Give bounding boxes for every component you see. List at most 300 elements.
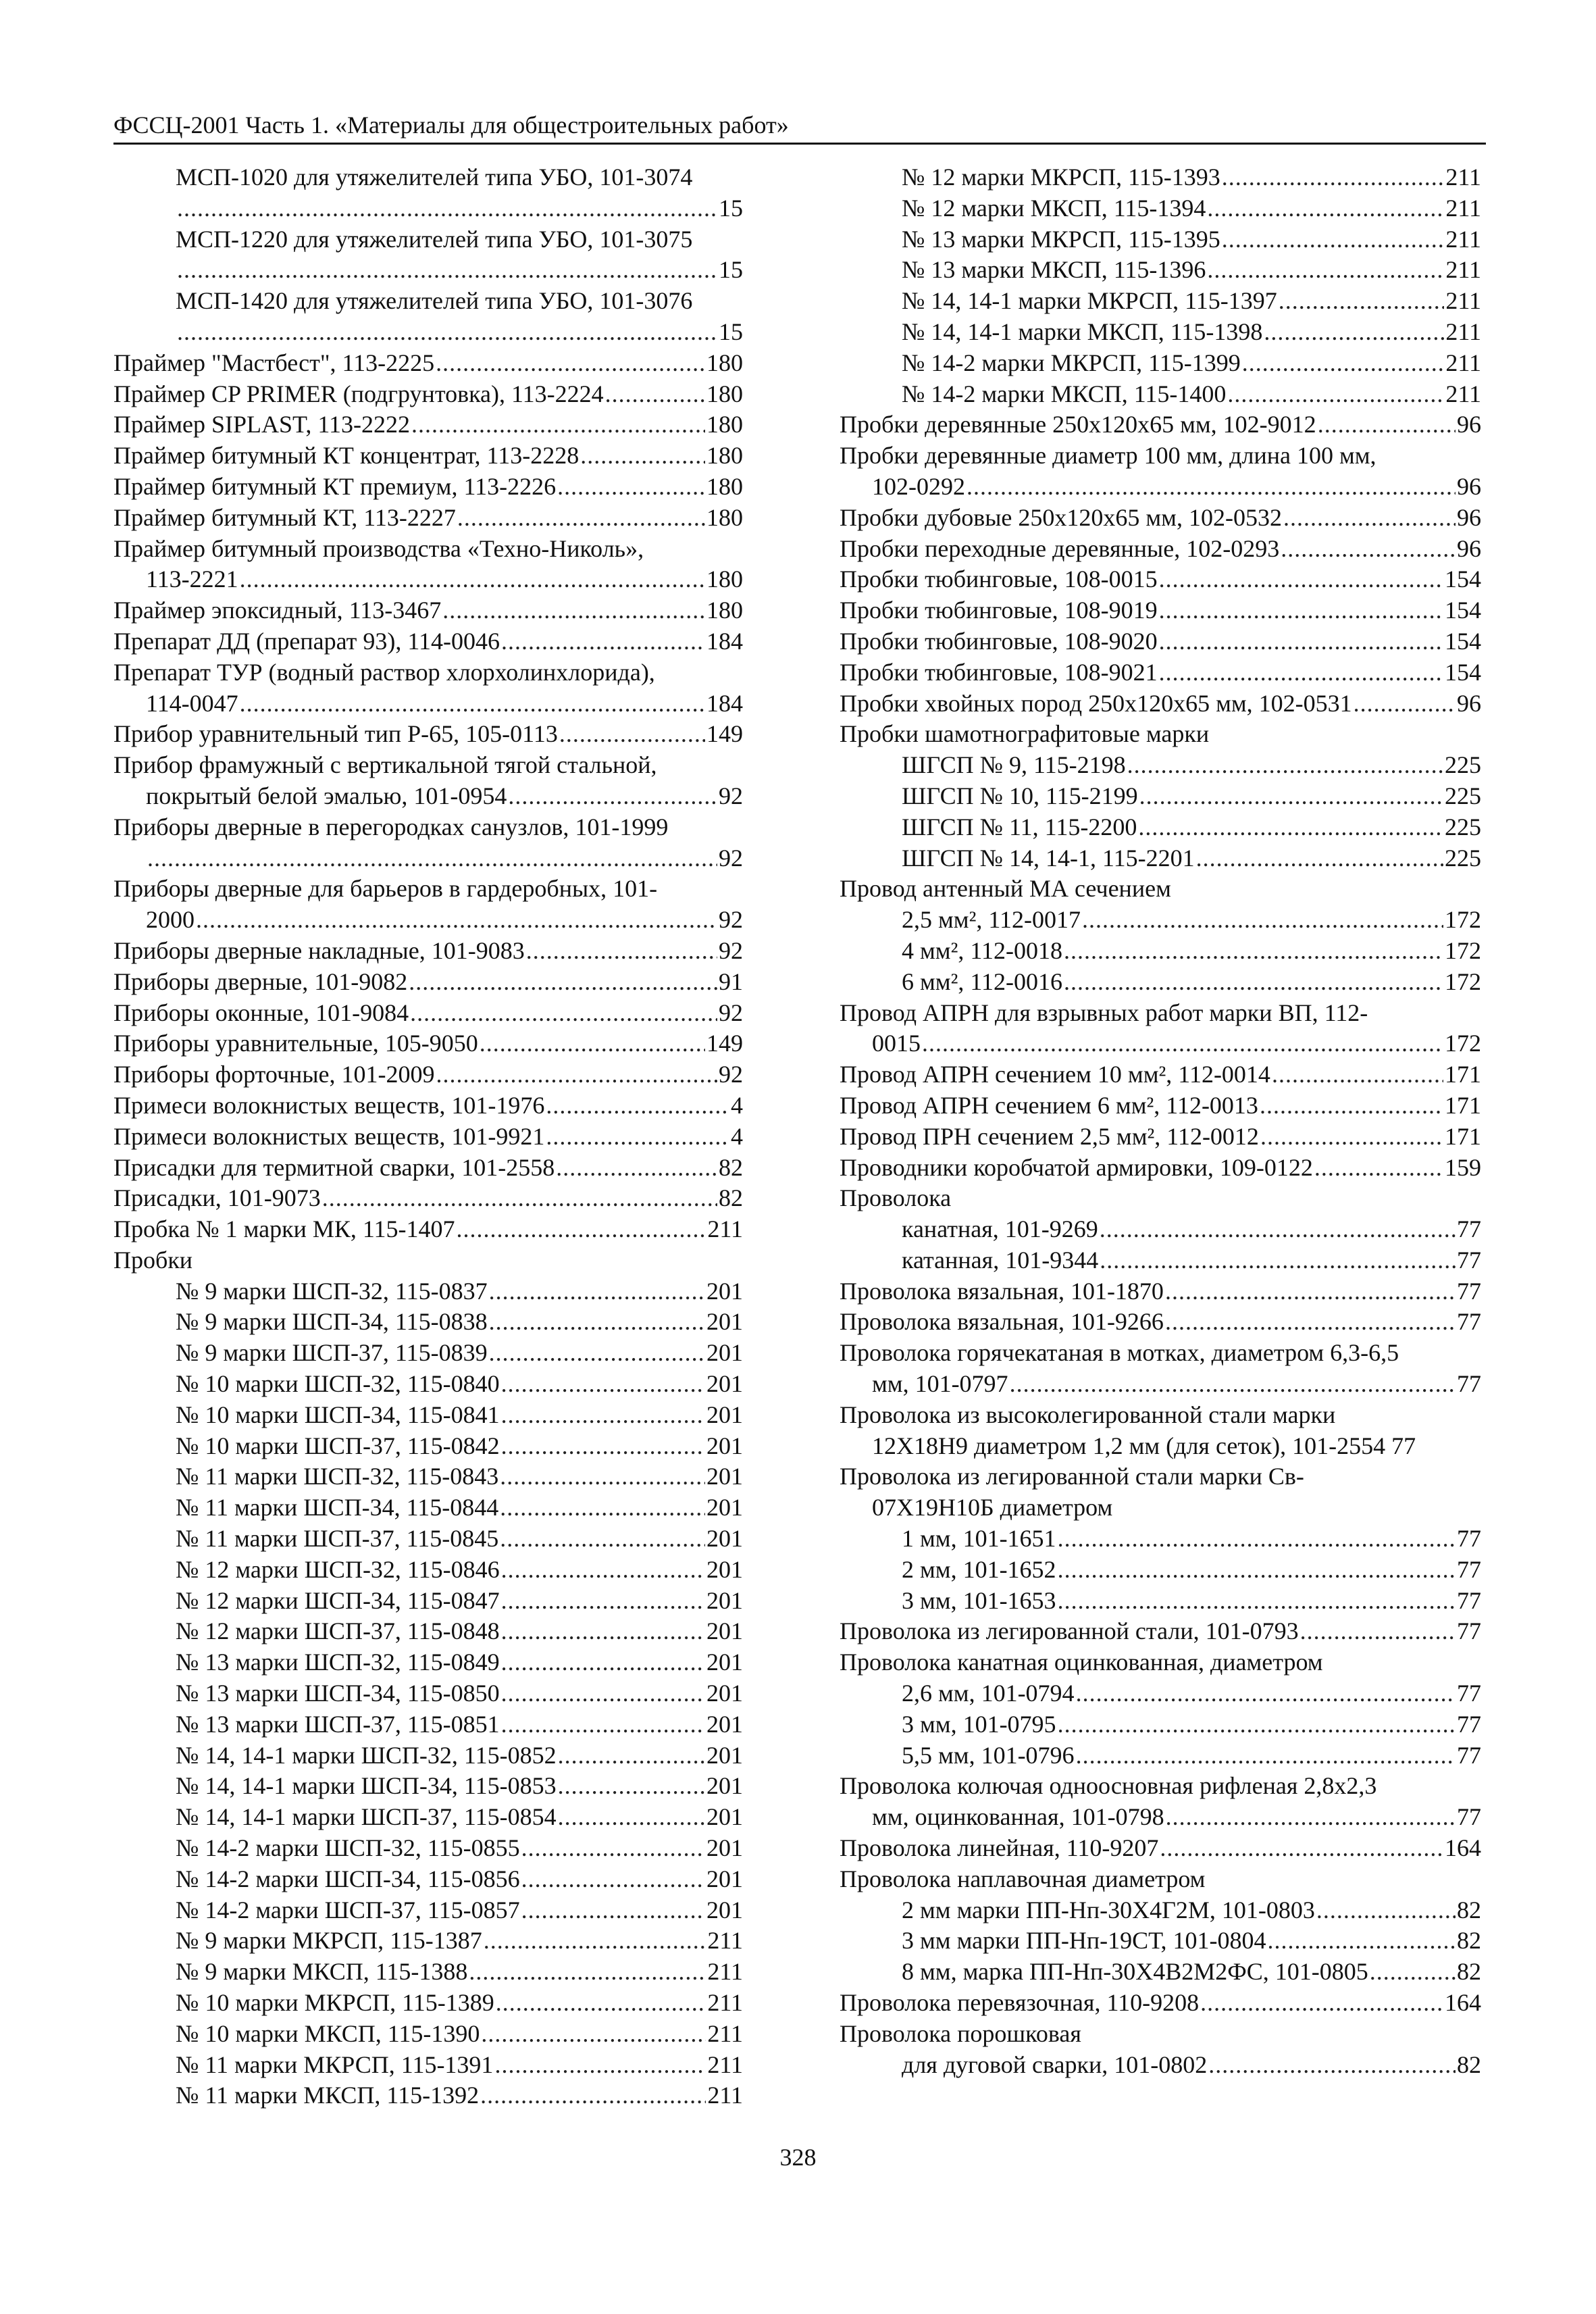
entry-text: 2,6 мм, 101-0794 bbox=[902, 1678, 1076, 1709]
entry-text: МСП-1420 для утяжелителей типа УБО, 101-3076 bbox=[176, 286, 694, 317]
entry-text: 2 мм, 101-1652 bbox=[902, 1555, 1058, 1586]
dot-leader bbox=[1159, 626, 1443, 657]
index-entry bbox=[840, 534, 1481, 565]
entry-text: Приборы дверные, 101-9082 bbox=[113, 967, 409, 998]
entry-text: № 11 марки МКРСП, 115-1391 bbox=[176, 2050, 494, 2081]
entry-text: Приборы уравнительные, 105-9050 bbox=[113, 1028, 480, 1059]
dot-leader bbox=[1208, 2050, 1456, 2081]
entry-text: Проволока порошковая bbox=[840, 2019, 1083, 2050]
index-entry bbox=[840, 1926, 1481, 1957]
dot-leader bbox=[1242, 348, 1445, 379]
index-entry bbox=[113, 657, 743, 688]
dot-leader bbox=[240, 564, 705, 595]
dot-leader bbox=[1076, 1740, 1456, 1771]
index-entry bbox=[840, 286, 1481, 317]
entry-text: Пробки тюбинговые, 108-0015 bbox=[840, 564, 1159, 595]
entry-text: Прибор фрамужный с вертикальной тягой стальной, bbox=[113, 750, 659, 781]
index-entry bbox=[113, 1245, 743, 1276]
index-entry bbox=[113, 1122, 743, 1153]
dot-leader bbox=[556, 1153, 717, 1184]
index-entry bbox=[840, 1214, 1481, 1245]
entry-text: № 10 марки ШСП-34, 115-0841 bbox=[176, 1400, 501, 1431]
index-entry bbox=[840, 1369, 1481, 1400]
index-entry bbox=[113, 1678, 743, 1709]
entry-text: Проволока линейная, 110-9207 bbox=[840, 1833, 1160, 1864]
index-entry bbox=[113, 1338, 743, 1369]
entry-text: 12Х18Н9 диаметром 1,2 мм (для сеток), 101-2554 77 bbox=[872, 1431, 1417, 1462]
dot-leader bbox=[501, 1431, 705, 1462]
dot-leader bbox=[1279, 286, 1445, 317]
entry-text: 0015 bbox=[872, 1028, 922, 1059]
dot-leader bbox=[501, 1369, 705, 1400]
entry-text: Приборы дверные накладные, 101-9083 bbox=[113, 936, 526, 967]
index-entry bbox=[113, 564, 743, 595]
entry-page-ref: 201 bbox=[705, 1709, 743, 1740]
entry-page-ref: 225 bbox=[1443, 750, 1481, 781]
dot-leader bbox=[1058, 1586, 1456, 1617]
index-entry bbox=[840, 1059, 1481, 1090]
index-entry bbox=[840, 1740, 1481, 1771]
entry-text: 113-2221 bbox=[146, 564, 240, 595]
dot-leader bbox=[489, 1307, 705, 1338]
entry-page-ref: 96 bbox=[1456, 472, 1481, 503]
dot-leader bbox=[1058, 1709, 1456, 1740]
dot-leader bbox=[1159, 564, 1443, 595]
entry-page-ref: 201 bbox=[705, 1895, 743, 1926]
index-entry bbox=[113, 224, 743, 255]
entry-page-ref: 201 bbox=[705, 1431, 743, 1462]
index-entry bbox=[840, 719, 1481, 750]
entry-text: Примеси волокнистых веществ, 101-9921 bbox=[113, 1122, 546, 1153]
entry-page-ref: 82 bbox=[717, 1153, 743, 1184]
dot-leader bbox=[1314, 1153, 1443, 1184]
entry-text: № 11 марки ШСП-37, 115-0845 bbox=[176, 1524, 500, 1555]
entry-page-ref: 225 bbox=[1443, 843, 1481, 874]
entry-text: № 13 марки ШСП-37, 115-0851 bbox=[176, 1709, 501, 1740]
entry-text: № 14, 14-1 марки ШСП-37, 115-0854 bbox=[176, 1802, 558, 1833]
entry-page-ref: 211 bbox=[1444, 193, 1481, 224]
entry-page-ref: 225 bbox=[1443, 781, 1481, 812]
entry-page-ref: 77 bbox=[1456, 1276, 1481, 1307]
entry-page-ref: 4 bbox=[729, 1090, 743, 1122]
index-entry bbox=[113, 1647, 743, 1678]
entry-page-ref: 201 bbox=[705, 1833, 743, 1864]
index-entry bbox=[840, 193, 1481, 224]
entry-page-ref: 172 bbox=[1443, 905, 1481, 936]
entry-text: Проволока колючая одноосновная рифленая 2,8х2,3 bbox=[840, 1771, 1378, 1802]
index-entry bbox=[840, 503, 1481, 534]
entry-text: № 14-2 марки ШСП-34, 115-0856 bbox=[176, 1864, 521, 1895]
entry-page-ref: 201 bbox=[705, 1276, 743, 1307]
index-entry bbox=[113, 2050, 743, 2081]
index-entry bbox=[113, 719, 743, 750]
entry-page-ref: 211 bbox=[706, 2080, 743, 2111]
dot-leader bbox=[177, 255, 717, 286]
dot-leader bbox=[1272, 1059, 1443, 1090]
entry-text: № 11 марки ШСП-34, 115-0844 bbox=[176, 1492, 500, 1524]
entry-text: № 11 марки ШСП-32, 115-0843 bbox=[176, 1461, 500, 1492]
index-entry bbox=[840, 1555, 1481, 1586]
entry-page-ref: 180 bbox=[705, 503, 743, 534]
entry-text: Проволока вязальная, 101-9266 bbox=[840, 1307, 1165, 1338]
dot-leader bbox=[410, 998, 717, 1029]
index-entry bbox=[840, 1709, 1481, 1740]
entry-page-ref: 211 bbox=[706, 1988, 743, 2019]
entry-page-ref: 77 bbox=[1456, 1740, 1481, 1771]
index-entry bbox=[113, 1090, 743, 1122]
entry-text: Проводники коробчатой армировки, 109-0122 bbox=[840, 1153, 1314, 1184]
entry-page-ref: 201 bbox=[705, 1586, 743, 1617]
entry-text: Пробки шамотнографитовые марки bbox=[840, 719, 1210, 750]
index-entry bbox=[840, 1524, 1481, 1555]
dot-leader bbox=[489, 1338, 705, 1369]
entry-page-ref: 77 bbox=[1456, 1586, 1481, 1617]
index-entry bbox=[840, 162, 1481, 193]
entry-page-ref: 211 bbox=[1444, 286, 1481, 317]
entry-text: № 11 марки МКСП, 115-1392 bbox=[176, 2080, 480, 2111]
entry-text: № 14, 14-1 марки ШСП-34, 115-0853 bbox=[176, 1771, 558, 1802]
entry-page-ref: 77 bbox=[1456, 1555, 1481, 1586]
entry-text: Праймер эпоксидный, 113-3467 bbox=[113, 595, 442, 626]
entry-text: № 14-2 марки МКРСП, 115-1399 bbox=[902, 348, 1242, 379]
entry-text: ШГСП № 9, 115-2198 bbox=[902, 750, 1127, 781]
index-entry bbox=[113, 595, 743, 626]
index-entry bbox=[113, 409, 743, 441]
index-entry bbox=[113, 1988, 743, 2019]
dot-leader bbox=[1165, 1307, 1456, 1338]
index-entry bbox=[840, 1771, 1481, 1802]
index-entry bbox=[113, 936, 743, 967]
entry-page-ref: 201 bbox=[705, 1864, 743, 1895]
entry-page-ref: 92 bbox=[717, 781, 743, 812]
entry-text: Провод ПРН сечением 2,5 мм², 112-0012 bbox=[840, 1122, 1260, 1153]
dot-leader bbox=[501, 1678, 705, 1709]
dot-leader bbox=[922, 1028, 1443, 1059]
dot-leader bbox=[521, 1864, 705, 1895]
entry-page-ref: 180 bbox=[705, 472, 743, 503]
entry-text: Примеси волокнистых веществ, 101-1976 bbox=[113, 1090, 546, 1122]
dot-leader bbox=[500, 1524, 705, 1555]
index-entry bbox=[840, 1802, 1481, 1833]
entry-text: 07Х19Н10Б диаметром bbox=[872, 1492, 1114, 1524]
entry-text: № 14, 14-1 марки ШСП-32, 115-0852 bbox=[176, 1740, 558, 1771]
entry-page-ref: 201 bbox=[705, 1555, 743, 1586]
index-entry bbox=[113, 441, 743, 472]
index-entry bbox=[840, 2019, 1481, 2050]
entry-text: 2000 bbox=[146, 905, 196, 936]
index-entry bbox=[840, 595, 1481, 626]
entry-page-ref: 82 bbox=[1456, 2050, 1481, 2081]
dot-leader bbox=[501, 1616, 705, 1647]
index-column-right bbox=[840, 162, 1481, 2080]
dot-leader bbox=[1222, 162, 1445, 193]
index-entry bbox=[840, 781, 1481, 812]
entry-text: № 14, 14-1 марки МКРСП, 115-1397 bbox=[902, 286, 1279, 317]
dot-leader bbox=[546, 1090, 729, 1122]
index-entry bbox=[840, 409, 1481, 441]
dot-leader bbox=[1260, 1090, 1443, 1122]
dot-leader bbox=[436, 348, 705, 379]
entry-page-ref: 77 bbox=[1456, 1524, 1481, 1555]
dot-leader bbox=[605, 379, 705, 410]
index-column-left bbox=[113, 162, 743, 2111]
index-entry bbox=[840, 317, 1481, 348]
index-entry bbox=[113, 843, 743, 874]
entry-page-ref: 172 bbox=[1443, 967, 1481, 998]
entry-page-ref: 201 bbox=[705, 1492, 743, 1524]
entry-page-ref: 201 bbox=[705, 1771, 743, 1802]
dot-leader bbox=[558, 1740, 705, 1771]
index-entry bbox=[113, 255, 743, 286]
index-entry bbox=[113, 1369, 743, 1400]
entry-text: № 14-2 марки ШСП-32, 115-0855 bbox=[176, 1833, 521, 1864]
index-entry bbox=[840, 750, 1481, 781]
index-entry bbox=[113, 162, 743, 193]
entry-page-ref: 171 bbox=[1443, 1122, 1481, 1153]
index-entry bbox=[840, 874, 1481, 905]
entry-text: Праймер "Мастбест", 113-2225 bbox=[113, 348, 436, 379]
index-entry bbox=[113, 379, 743, 410]
dot-leader bbox=[1281, 534, 1456, 565]
index-entry bbox=[113, 781, 743, 812]
index-entry bbox=[840, 1833, 1481, 1864]
entry-text: Пробки хвойных пород 250х120х65 мм, 102-0531 bbox=[840, 688, 1354, 720]
entry-page-ref: 82 bbox=[1456, 1957, 1481, 1988]
dot-leader bbox=[1058, 1555, 1456, 1586]
entry-text: катанная, 101-9344 bbox=[902, 1245, 1100, 1276]
index-entry bbox=[840, 626, 1481, 657]
index-entry bbox=[840, 1895, 1481, 1926]
entry-page-ref: 159 bbox=[1443, 1153, 1481, 1184]
index-entry bbox=[113, 1059, 743, 1090]
entry-text: Приборы оконные, 101-9084 bbox=[113, 998, 410, 1029]
entry-text: 114-0047 bbox=[146, 688, 240, 720]
entry-page-ref: 154 bbox=[1443, 564, 1481, 595]
dot-leader bbox=[1207, 193, 1444, 224]
dot-leader bbox=[546, 1122, 729, 1153]
entry-text: мм, 101-0797 bbox=[872, 1369, 1010, 1400]
entry-text: № 9 марки ШСП-32, 115-0837 bbox=[176, 1276, 489, 1307]
entry-text: № 10 марки ШСП-37, 115-0842 bbox=[176, 1431, 501, 1462]
dot-leader bbox=[1316, 1895, 1456, 1926]
index-entry bbox=[840, 2050, 1481, 2081]
entry-page-ref: 201 bbox=[705, 1678, 743, 1709]
dot-leader bbox=[1159, 657, 1443, 688]
entry-page-ref: 211 bbox=[706, 2019, 743, 2050]
entry-text: Пробки тюбинговые, 108-9020 bbox=[840, 626, 1159, 657]
index-entry bbox=[840, 441, 1481, 472]
entry-page-ref: 201 bbox=[705, 1524, 743, 1555]
dot-leader bbox=[322, 1183, 717, 1214]
entry-page-ref: 77 bbox=[1456, 1616, 1481, 1647]
index-entry bbox=[840, 812, 1481, 843]
entry-text: мм, оцинкованная, 101-0798 bbox=[872, 1802, 1166, 1833]
entry-text: Провод антенный МА сечением bbox=[840, 874, 1173, 905]
dot-leader bbox=[481, 2019, 706, 2050]
index-entry bbox=[113, 1895, 743, 1926]
index-entry bbox=[840, 1028, 1481, 1059]
dot-leader bbox=[1159, 595, 1443, 626]
index-entry bbox=[113, 1740, 743, 1771]
entry-text: Проволока перевязочная, 110-9208 bbox=[840, 1988, 1200, 2019]
page-header: ФССЦ-2001 Часть 1. «Материалы для общестроительных работ» bbox=[113, 110, 1486, 145]
dot-leader bbox=[558, 1802, 705, 1833]
dot-leader bbox=[1100, 1245, 1456, 1276]
page-number: 328 bbox=[779, 2144, 817, 2171]
index-entry bbox=[113, 472, 743, 503]
index-entry bbox=[113, 905, 743, 936]
dot-leader bbox=[559, 719, 705, 750]
index-entry bbox=[113, 1926, 743, 1957]
entry-page-ref: 96 bbox=[1456, 688, 1481, 720]
entry-text: ШГСП № 10, 115-2199 bbox=[902, 781, 1139, 812]
dot-leader bbox=[240, 688, 705, 720]
dot-leader bbox=[1100, 1214, 1456, 1245]
entry-page-ref: 201 bbox=[705, 1461, 743, 1492]
index-entry bbox=[113, 1586, 743, 1617]
entry-text: № 10 марки МКСП, 115-1390 bbox=[176, 2019, 481, 2050]
dot-leader bbox=[1138, 812, 1443, 843]
entry-text: 1 мм, 101-1651 bbox=[902, 1524, 1058, 1555]
entry-text: Проволока из легированной стали, 101-0793 bbox=[840, 1616, 1300, 1647]
index-entry bbox=[840, 1647, 1481, 1678]
entry-page-ref: 211 bbox=[1444, 379, 1481, 410]
entry-text: Пробка № 1 марки МК, 115-1407 bbox=[113, 1214, 457, 1245]
index-entry bbox=[113, 1957, 743, 1988]
entry-page-ref: 211 bbox=[1444, 255, 1481, 286]
dot-leader bbox=[1064, 936, 1443, 967]
dot-leader bbox=[1300, 1616, 1456, 1647]
index-entry bbox=[840, 1276, 1481, 1307]
entry-text: Пробки переходные деревянные, 102-0293 bbox=[840, 534, 1281, 565]
entry-page-ref: 211 bbox=[706, 1214, 743, 1245]
entry-text: Пробки тюбинговые, 108-9019 bbox=[840, 595, 1159, 626]
index-entry bbox=[113, 1524, 743, 1555]
entry-text: Приборы дверные для барьеров в гардеробных, 101- bbox=[113, 874, 659, 905]
entry-page-ref: 172 bbox=[1443, 936, 1481, 967]
dot-leader bbox=[1076, 1678, 1456, 1709]
dot-leader bbox=[457, 503, 705, 534]
entry-page-ref: 201 bbox=[705, 1616, 743, 1647]
entry-text: Проволока bbox=[840, 1183, 952, 1214]
index-entry bbox=[113, 193, 743, 224]
entry-page-ref: 201 bbox=[705, 1400, 743, 1431]
dot-leader bbox=[480, 2080, 706, 2111]
index-entry bbox=[840, 998, 1481, 1029]
dot-leader bbox=[1370, 1957, 1456, 1988]
entry-text: ШГСП № 14, 14-1, 115-2201 bbox=[902, 843, 1196, 874]
index-entry bbox=[113, 1833, 743, 1864]
index-entry bbox=[113, 348, 743, 379]
entry-text: Прибор уравнительный тип Р-65, 105-0113 bbox=[113, 719, 559, 750]
dot-leader bbox=[177, 193, 717, 224]
entry-page-ref: 82 bbox=[1456, 1895, 1481, 1926]
index-entry bbox=[840, 348, 1481, 379]
index-entry bbox=[840, 1245, 1481, 1276]
index-entry bbox=[113, 1771, 743, 1802]
entry-page-ref: 184 bbox=[705, 626, 743, 657]
dot-leader bbox=[480, 1028, 705, 1059]
entry-text: № 9 марки ШСП-37, 115-0839 bbox=[176, 1338, 489, 1369]
entry-text: Провод АПРН сечением 6 мм², 112-0013 bbox=[840, 1090, 1260, 1122]
entry-text: МСП-1220 для утяжелителей типа УБО, 101-3075 bbox=[176, 224, 694, 255]
index-entry bbox=[840, 967, 1481, 998]
entry-page-ref: 180 bbox=[705, 441, 743, 472]
dot-leader bbox=[469, 1957, 706, 1988]
dot-leader bbox=[501, 1555, 705, 1586]
entry-page-ref: 201 bbox=[705, 1740, 743, 1771]
entry-page-ref: 211 bbox=[706, 2050, 743, 2081]
dot-leader bbox=[1264, 317, 1444, 348]
entry-page-ref: 180 bbox=[705, 564, 743, 595]
entry-text: Приборы дверные в перегородках санузлов, 101-1999 bbox=[113, 812, 669, 843]
entry-page-ref: 15 bbox=[717, 255, 743, 286]
dot-leader bbox=[1227, 379, 1444, 410]
entry-page-ref: 211 bbox=[1444, 317, 1481, 348]
index-entry bbox=[113, 1864, 743, 1895]
index-entry bbox=[113, 534, 743, 565]
entry-text: Препарат ТУР (водный раствор хлорхолинхлорида), bbox=[113, 657, 657, 688]
dot-leader bbox=[177, 317, 717, 348]
entry-text: канатная, 101-9269 bbox=[902, 1214, 1100, 1245]
dot-leader bbox=[1283, 503, 1456, 534]
dot-leader bbox=[147, 843, 717, 874]
entry-text: № 13 марки МКСП, 115-1396 bbox=[902, 255, 1207, 286]
index-entry bbox=[113, 1276, 743, 1307]
dot-leader bbox=[484, 1926, 706, 1957]
index-entry bbox=[113, 874, 743, 905]
dot-leader bbox=[557, 472, 705, 503]
entry-text: Пробки bbox=[113, 1245, 194, 1276]
entry-page-ref: 4 bbox=[729, 1122, 743, 1153]
entry-page-ref: 96 bbox=[1456, 534, 1481, 565]
index-entry bbox=[840, 1616, 1481, 1647]
entry-page-ref: 96 bbox=[1456, 503, 1481, 534]
entry-page-ref: 92 bbox=[717, 998, 743, 1029]
entry-text: Пробки дубовые 250х120х65 мм, 102-0532 bbox=[840, 503, 1283, 534]
entry-text: Проволока из высоколегированной стали марки bbox=[840, 1400, 1337, 1431]
index-entry bbox=[113, 1709, 743, 1740]
dot-leader bbox=[1139, 781, 1443, 812]
entry-page-ref: 180 bbox=[705, 379, 743, 410]
entry-page-ref: 154 bbox=[1443, 595, 1481, 626]
index-entry bbox=[113, 1183, 743, 1214]
entry-text: Проволока канатная оцинкованная, диаметром bbox=[840, 1647, 1324, 1678]
index-entry bbox=[113, 503, 743, 534]
entry-page-ref: 77 bbox=[1456, 1802, 1481, 1833]
entry-text: № 9 марки МКСП, 115-1388 bbox=[176, 1957, 469, 1988]
entry-text: Проволока вязальная, 101-1870 bbox=[840, 1276, 1165, 1307]
dot-leader bbox=[967, 472, 1456, 503]
entry-page-ref: 154 bbox=[1443, 626, 1481, 657]
entry-page-ref: 15 bbox=[717, 193, 743, 224]
dot-leader bbox=[526, 936, 717, 967]
index-entry bbox=[113, 1555, 743, 1586]
index-entry bbox=[840, 564, 1481, 595]
index-entry bbox=[113, 688, 743, 720]
entry-page-ref: 77 bbox=[1456, 1678, 1481, 1709]
dot-leader bbox=[196, 905, 717, 936]
entry-text: № 13 марки ШСП-32, 115-0849 bbox=[176, 1647, 501, 1678]
entry-page-ref: 211 bbox=[1444, 162, 1481, 193]
entry-text: Праймер CP PRIMER (подгрунтовка), 113-2224 bbox=[113, 379, 605, 410]
entry-page-ref: 92 bbox=[717, 905, 743, 936]
entry-text: для дуговой сварки, 101-0802 bbox=[902, 2050, 1208, 2081]
entry-page-ref: 91 bbox=[717, 967, 743, 998]
entry-text: № 10 марки МКРСП, 115-1389 bbox=[176, 1988, 496, 2019]
entry-page-ref: 92 bbox=[717, 936, 743, 967]
entry-text: Проволока из легированной стали марки Св- bbox=[840, 1461, 1306, 1492]
